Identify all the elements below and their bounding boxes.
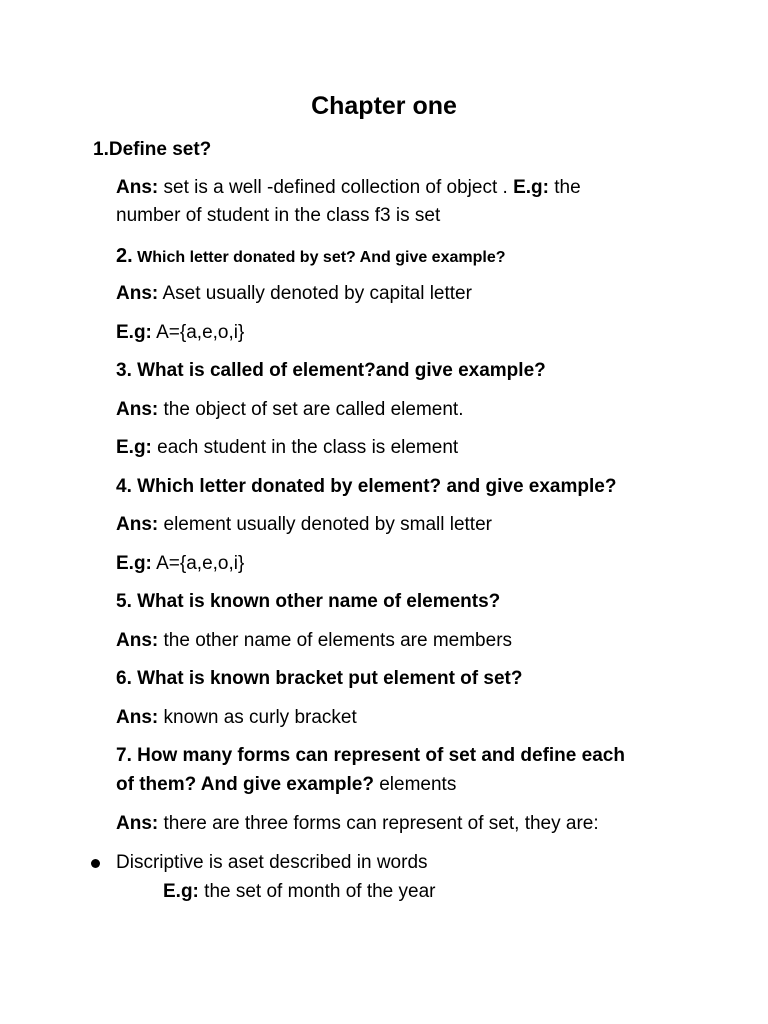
eg-label: E.g: [163,881,199,902]
eg-text: A={a,e,o,i} [151,553,245,574]
question-tail: elements [373,774,457,795]
answer-5 [116,627,512,655]
question-number: 2. [116,245,133,267]
eg-label: E.g: [116,553,152,574]
question-1: 1.Define set? [93,139,212,160]
ans-label: Ans: [116,177,159,198]
ans-text: Aset usually denoted by capital letter [158,283,472,304]
bullet-example [163,878,435,906]
eg-label: E.g: [116,437,152,458]
question-2 [116,242,506,272]
answer-4 [116,511,492,539]
bullet-icon [91,859,100,868]
answer-7 [116,810,599,838]
ans-text: the other name of elements are members [158,630,513,651]
question-text: of them? And give example? [116,774,374,795]
ans-text: set is a well -defined collection of object . [158,177,514,198]
ans-label: Ans: [116,630,159,651]
answer-2 [116,280,472,308]
eg-label: E.g: [513,177,549,198]
answer-3 [116,396,463,424]
example-4 [116,550,244,578]
question-7: 7. How many forms can represent of set and define each [116,745,625,766]
example-2 [116,319,244,347]
eg-text: A={a,e,o,i} [151,322,245,343]
answer-6 [116,704,357,732]
example-3 [116,434,458,462]
ans-label: Ans: [116,514,159,535]
answer-1 [116,174,581,202]
ans-text: the object of set are called element. [158,399,464,420]
ans-label: Ans: [116,707,159,728]
question-4: 4. Which letter donated by element? and give example? [116,476,617,497]
question-5: 5. What is known other name of elements? [116,591,501,612]
ans-label: Ans: [116,283,159,304]
question-text: Which letter donated by set? And give example? [132,249,506,266]
eg-text: the [548,177,581,198]
ans-text: known as curly bracket [158,707,357,728]
question-3: 3. What is called of element?and give example? [116,360,546,381]
eg-text: the set of month of the year [198,881,436,902]
eg-label: E.g: [116,322,152,343]
ans-label: Ans: [116,399,159,420]
answer-1-line-2: number of student in the class f3 is set [116,205,441,226]
eg-text: each student in the class is element [151,437,459,458]
question-7-line-2 [116,771,456,799]
question-6: 6. What is known bracket put element of set? [116,668,523,689]
bullet-item: Discriptive is aset described in words [116,852,428,873]
ans-label: Ans: [116,813,159,834]
ans-text: there are three forms can represent of set, they are: [158,813,599,834]
page-title: Chapter one [311,92,457,120]
ans-text: element usually denoted by small letter [158,514,492,535]
